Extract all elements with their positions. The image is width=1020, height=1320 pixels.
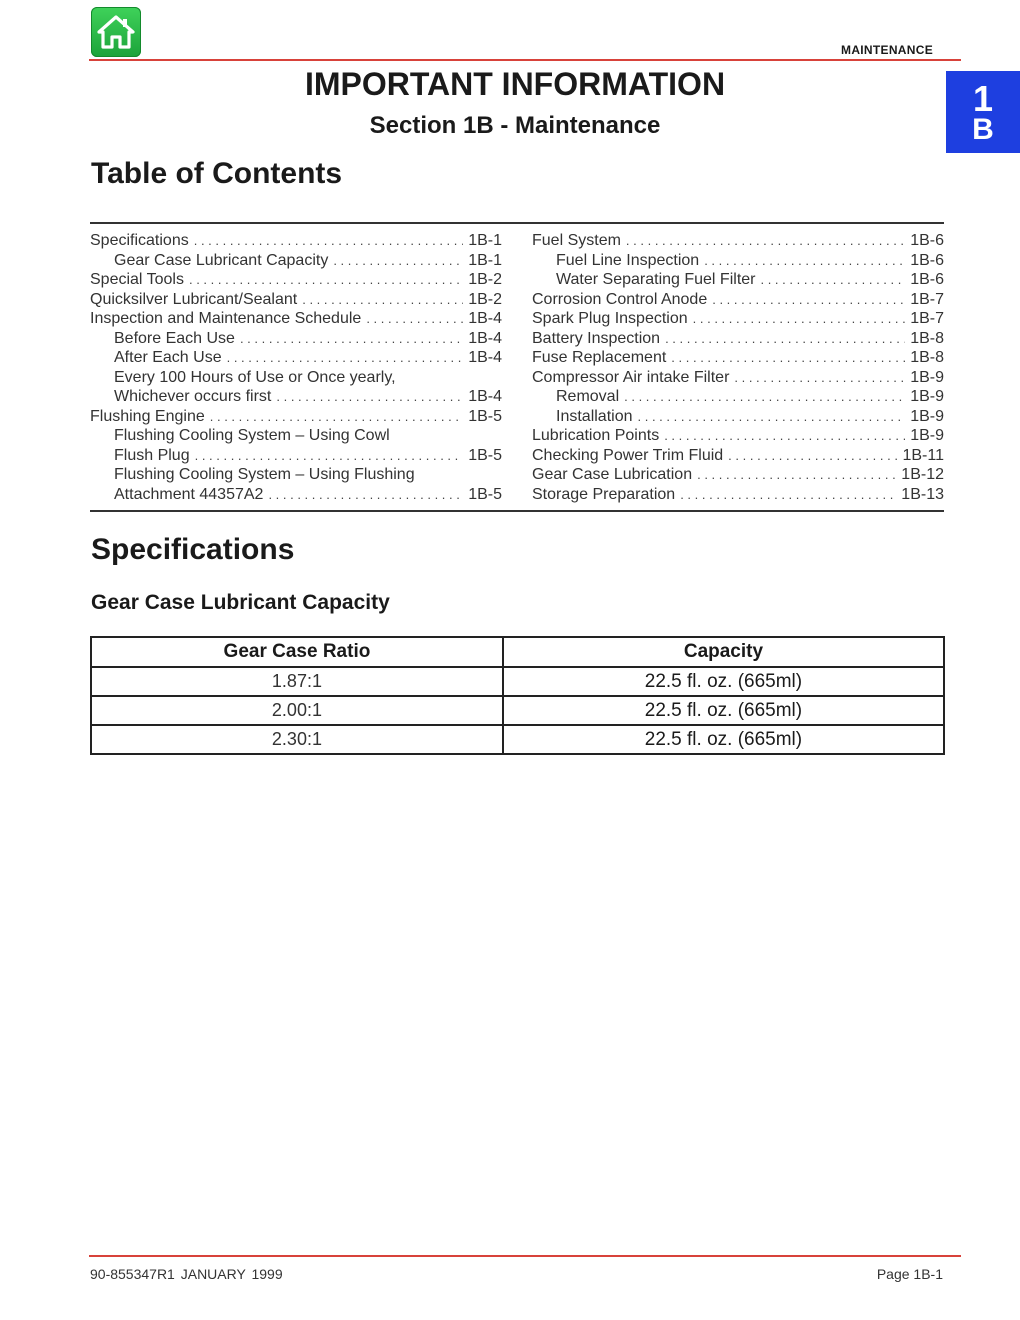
toc-entry-label: Gear Case Lubrication [532,466,693,483]
toc-leader-dots [626,231,905,251]
table-cell-capacity: 22.5 fl. oz. (665ml) [503,667,944,696]
toc-entry-page: 1B-4 [468,310,502,327]
toc-entry-page: 1B-9 [910,388,944,405]
toc-entry-label: Battery Inspection [532,329,661,347]
section-tab-letter: B [972,113,994,146]
toc-entry-label: Storage Preparation [532,485,676,503]
toc-entry-page: 1B-7 [910,310,944,327]
toc-entry-page: 1B-9 [910,407,944,425]
header-divider [89,59,961,61]
toc-entry-label: Water Separating Fuel Filter [556,271,756,288]
table-header-row [91,637,944,667]
toc-leader-dots [210,407,463,427]
toc-entry[interactable] [90,407,502,427]
table-cell-ratio: 2.00:1 [91,696,503,725]
column-header-capacity: Capacity [503,637,944,667]
toc-entry-label: Compressor Air intake Filter [532,368,730,386]
footer-doc-number: 90-855347R1 JANUARY 1999 [90,1266,283,1282]
toc-entry-label: Spark Plug Inspection [532,310,688,327]
toc-entry-page: 1B-1 [468,251,502,269]
toc-entry-page: 1B-4 [468,329,502,347]
toc-entry[interactable] [532,270,944,290]
toc-leader-dots [680,485,896,505]
toc-entry-page: 1B-6 [910,232,944,249]
toc-entry[interactable] [532,348,944,368]
toc-entry-page: 1B-6 [910,271,944,288]
table-row [91,667,944,696]
table-cell-ratio: 2.30:1 [91,725,503,754]
home-button[interactable] [91,7,141,57]
toc-entry[interactable] [532,368,944,388]
footer-page-number: Page 1B-1 [876,1266,943,1282]
footer-divider [89,1255,961,1257]
toc-leader-dots [189,270,463,290]
table-row [91,696,944,725]
toc-entry[interactable] [90,231,502,251]
toc-entry-label: Attachment 44357A2 [114,485,264,503]
toc-entry-page: 1B-11 [902,446,944,464]
toc-entry-page: 1B-4 [468,388,502,405]
toc-entry-page: 1B-4 [468,349,502,366]
toc-entry-label: Fuel System [532,232,621,249]
toc-entry-label: Inspection and Maintenance Schedule [90,310,362,327]
toc-leader-dots [704,251,905,271]
toc-leader-dots [638,407,906,427]
toc-entry[interactable] [90,426,502,446]
toc-leader-dots [227,348,464,368]
toc-entry[interactable] [532,387,944,407]
toc-entry-page: 1B-1 [468,232,502,249]
table-cell-ratio: 1.87:1 [91,667,503,696]
page-title: IMPORTANT INFORMATION [304,66,726,102]
toc-entry-label: Whichever occurs first [114,388,272,405]
toc-entry-label: Flushing Cooling System – Using Flushing [114,466,415,483]
toc-entry-page: 1B-12 [901,466,944,483]
toc-leader-dots [302,290,463,310]
section-label: MAINTENANCE [841,43,933,57]
toc-entry[interactable] [532,290,944,310]
toc-leader-dots [712,290,905,310]
toc-entry-page: 1B-13 [901,485,944,503]
toc-entry-page: 1B-5 [468,485,502,503]
table-of-contents [90,222,944,512]
toc-entry-label: Specifications [90,232,189,249]
toc-leader-dots [268,485,463,505]
toc-entry-label: Flushing Engine [90,407,205,425]
toc-entry[interactable] [532,407,944,427]
toc-entry-label: Flush Plug [114,446,190,464]
toc-entry-page: 1B-7 [910,290,944,308]
toc-entry-label: Gear Case Lubricant Capacity [114,251,329,269]
toc-entry-label: Corrosion Control Anode [532,290,708,308]
toc-entry[interactable] [90,368,502,388]
toc-entry[interactable] [90,270,502,290]
toc-leader-dots [697,465,896,485]
toc-entry[interactable] [90,329,502,349]
toc-entry[interactable] [532,309,944,329]
toc-entry-label: Special Tools [90,271,184,288]
toc-leader-dots [240,329,463,349]
toc-entry[interactable] [90,446,502,466]
toc-entry[interactable] [90,485,502,505]
toc-entry-label: Installation [556,407,633,425]
toc-leader-dots [366,309,463,329]
toc-entry[interactable] [90,387,502,407]
toc-entry-page: 1B-8 [910,329,944,347]
toc-entry[interactable] [532,426,944,446]
toc-entry[interactable] [532,446,944,466]
toc-entry-page: 1B-6 [910,251,944,269]
capacity-table [90,636,945,755]
toc-leader-dots [195,446,464,466]
toc-entry[interactable] [90,251,502,271]
section-tab-number: 1 [972,78,994,119]
toc-right-column [532,231,944,504]
toc-entry-label: Flushing Cooling System – Using Cowl [114,427,390,444]
toc-entry[interactable] [532,485,944,505]
toc-entry-label: Checking Power Trim Fluid [532,446,724,464]
toc-leader-dots [671,348,905,368]
toc-entry[interactable] [90,465,502,485]
toc-entry-label: Fuse Replacement [532,349,667,366]
toc-entry-page: 1B-9 [910,368,944,386]
toc-entry-label: Every 100 Hours of Use or Once yearly, [114,368,396,386]
gear-case-heading: Gear Case Lubricant Capacity [91,591,390,614]
toc-leader-dots [333,251,463,271]
toc-entry-page: 1B-8 [910,349,944,366]
toc-leader-dots [693,309,906,329]
toc-entry-label: Before Each Use [114,329,235,347]
toc-leader-dots [734,368,905,388]
toc-entry[interactable] [90,348,502,368]
toc-entry[interactable] [532,231,944,251]
toc-entry-label: Fuel Line Inspection [556,251,700,269]
toc-entry-page: 1B-5 [468,407,502,425]
toc-leader-dots [194,231,463,251]
table-row [91,725,944,754]
toc-entry-label: Removal [556,388,620,405]
toc-entry[interactable] [532,465,944,485]
toc-heading: Table of Contents [91,157,343,190]
section-tab[interactable] [946,71,1020,153]
toc-entry-label: Lubrication Points [532,427,660,444]
toc-entry-page: 1B-5 [468,446,502,464]
toc-leader-dots [760,270,905,290]
toc-entry-page: 1B-9 [910,427,944,444]
toc-entry-label: After Each Use [114,349,222,366]
toc-leader-dots [276,387,463,407]
table-cell-capacity: 22.5 fl. oz. (665ml) [503,696,944,725]
toc-leader-dots [665,329,905,349]
table-cell-capacity: 22.5 fl. oz. (665ml) [503,725,944,754]
toc-leader-dots [624,387,905,407]
specifications-heading: Specifications [91,533,295,566]
toc-entry-page: 1B-2 [468,271,502,288]
toc-entry-label: Quicksilver Lubricant/Sealant [90,290,298,308]
toc-entry[interactable] [90,309,502,329]
toc-left-column [90,231,502,504]
toc-leader-dots [664,426,905,446]
page-subtitle: Section 1B - Maintenance [369,112,661,139]
column-header-ratio: Gear Case Ratio [91,637,503,667]
home-icon [96,13,136,51]
toc-entry[interactable] [90,290,502,310]
toc-entry[interactable] [532,329,944,349]
toc-entry[interactable] [532,251,944,271]
toc-leader-dots [728,446,897,466]
toc-entry-page: 1B-2 [468,290,502,308]
